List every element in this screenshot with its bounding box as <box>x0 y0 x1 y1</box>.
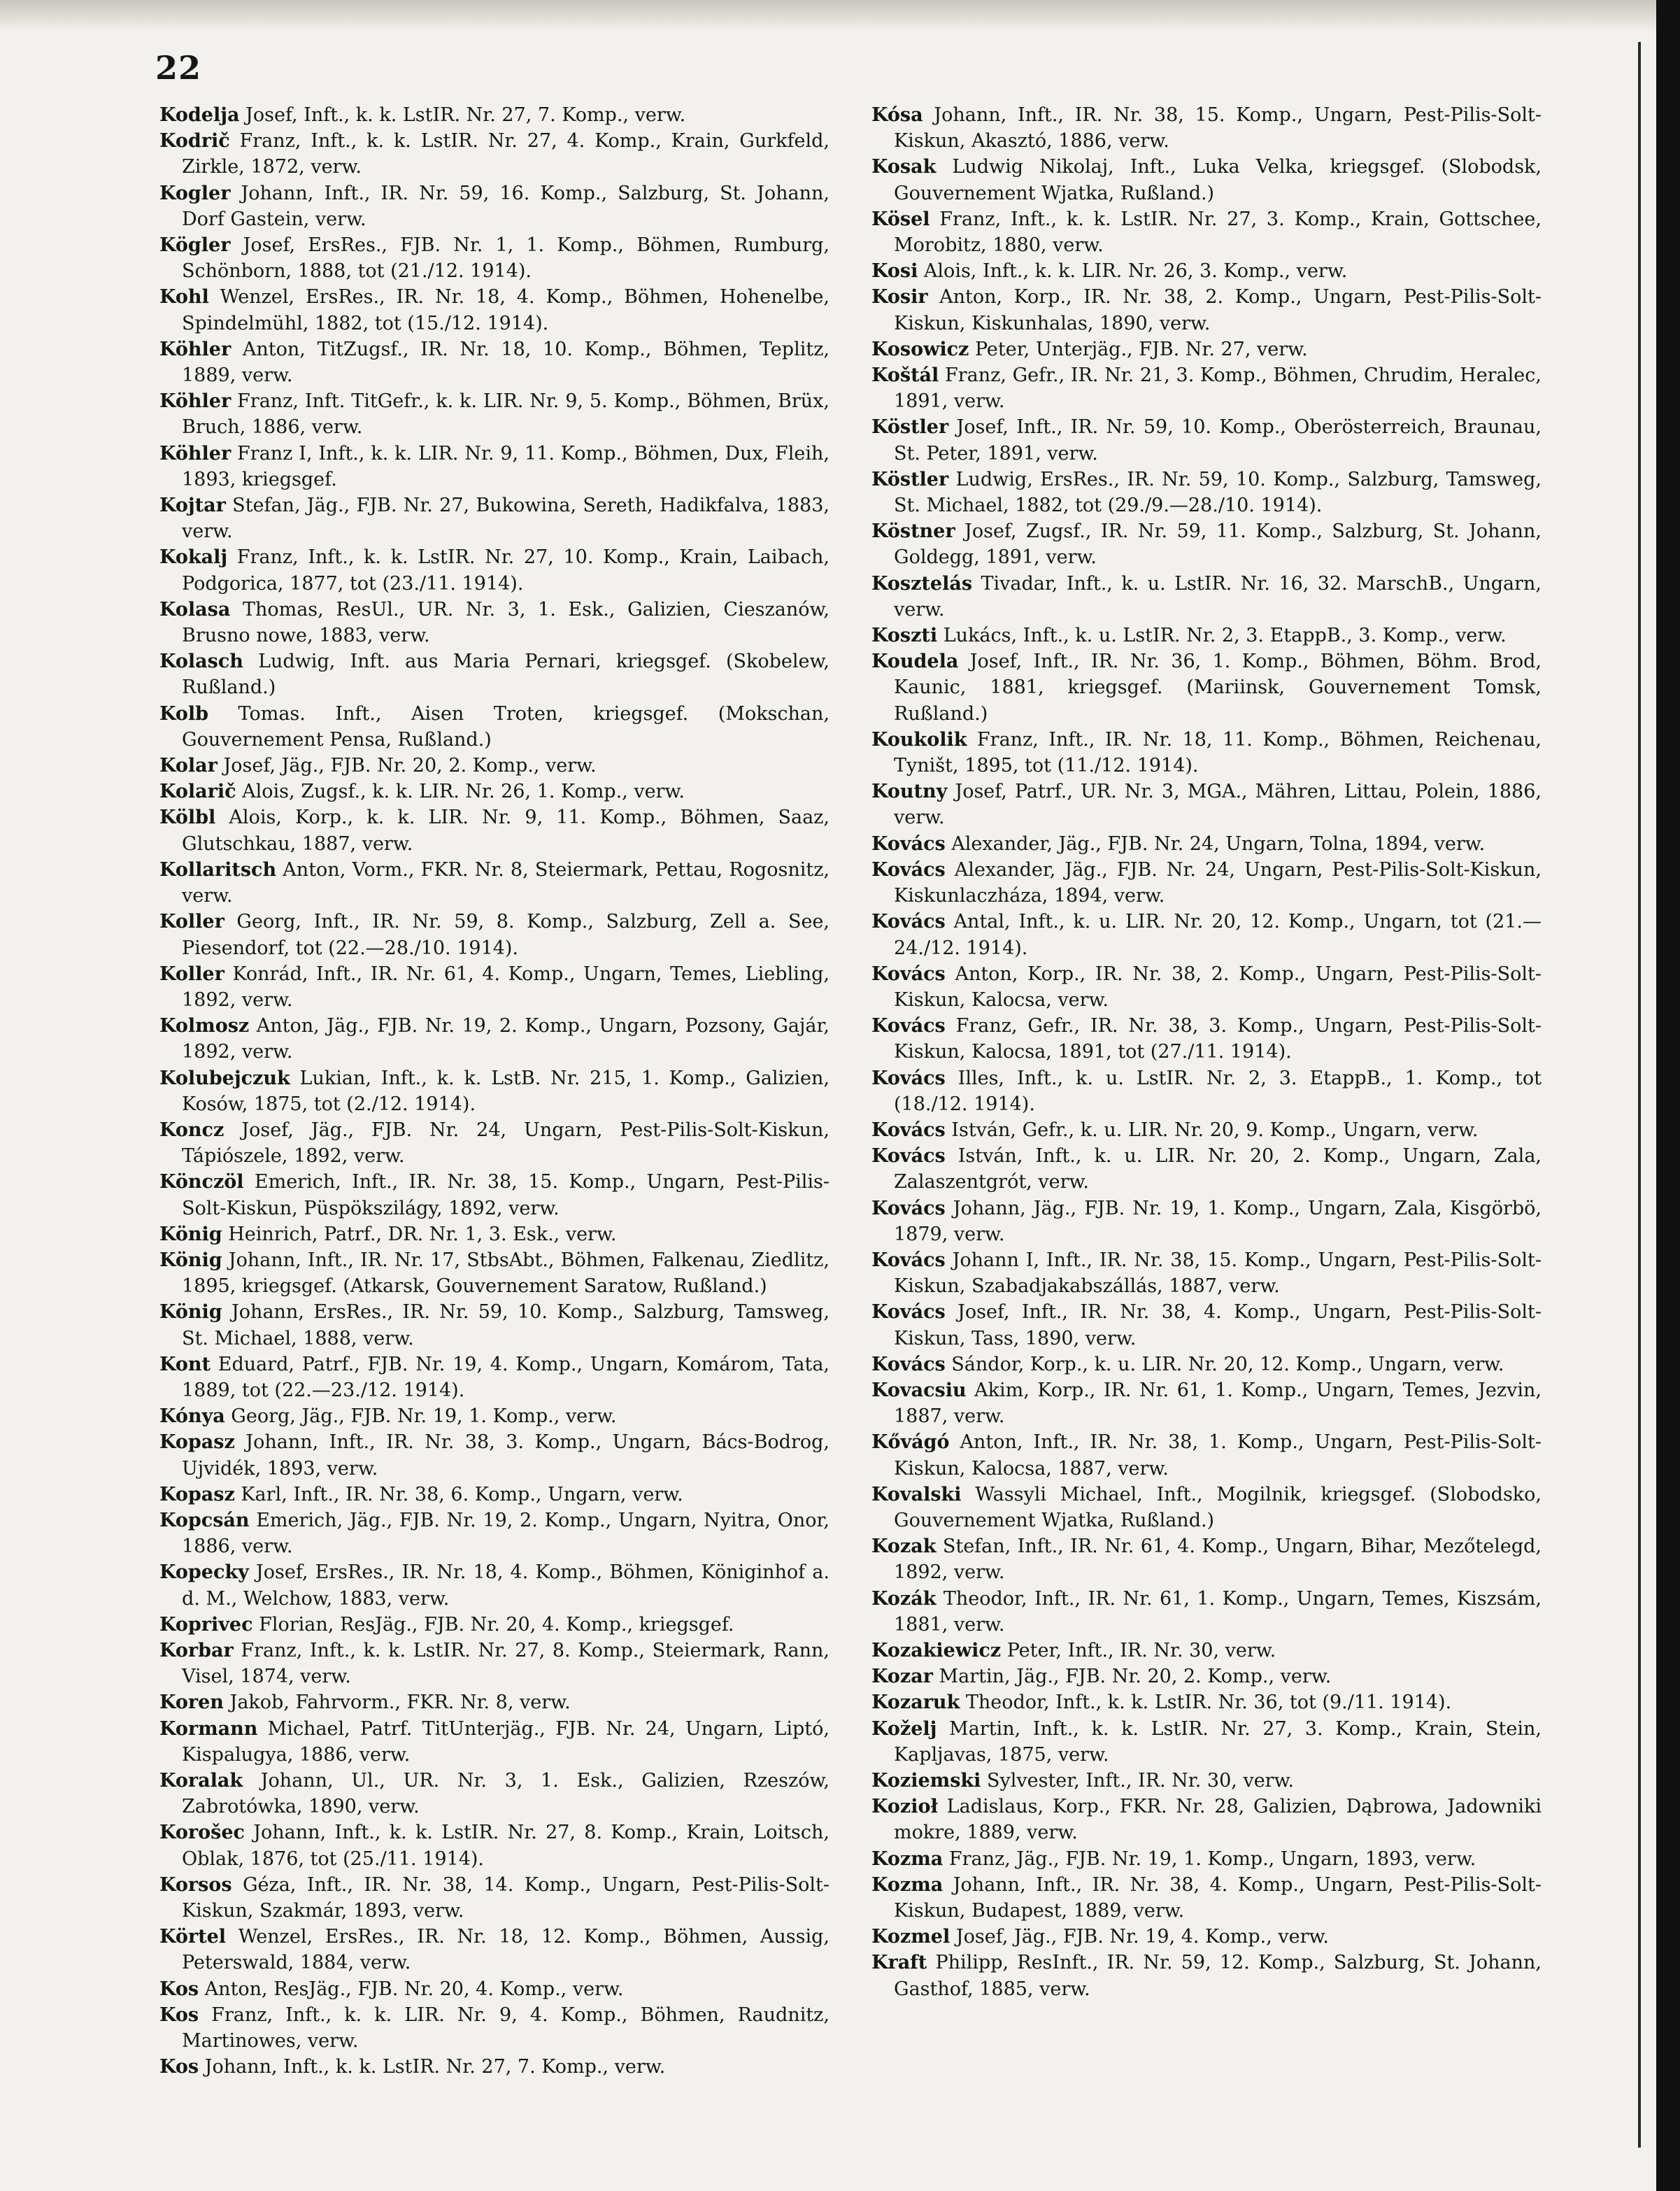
entry-details: Thomas, ResUl., UR. Nr. 3, 1. Esk., Galizien, Cieszanów, Brusno nowe, 1883, verw. <box>182 598 830 647</box>
list-entry <box>159 779 830 804</box>
entry-details: Franz, Inft., k. k. LstIR. Nr. 27, 4. Komp., Krain, Gurkfeld, Zirkle, 1872, verw. <box>182 130 830 178</box>
entry-surname: Kozaruk <box>871 1692 960 1714</box>
list-entry <box>871 623 1542 648</box>
entry-surname: Koszti <box>871 625 938 647</box>
entry-surname: Kolubejczuk <box>159 1067 290 1089</box>
list-entry <box>871 1482 1542 1533</box>
entry-surname: König <box>159 1223 222 1245</box>
entry-details: Johann, ErsRes., IR. Nr. 59, 10. Komp., Salzburg, Tamsweg, St. Michael, 1888, verw. <box>182 1301 830 1349</box>
entry-details: Josef, Jäg., FJB. Nr. 24, Ungarn, Pest-Pilis-Solt-Kiskun, Tápiószele, 1892, verw. <box>182 1119 830 1168</box>
entry-surname: Kozák <box>871 1587 937 1610</box>
entry-surname: Kolmosz <box>159 1015 250 1037</box>
list-entry <box>871 1716 1542 1768</box>
entry-surname: Kozma <box>871 1873 944 1896</box>
entry-surname: Korbar <box>159 1639 234 1661</box>
entry-surname: Kodrič <box>159 130 230 153</box>
entry-surname: Kővágó <box>871 1431 950 1454</box>
entry-details: Philipp, ResInft., IR. Nr. 59, 12. Komp., Salzburg, St. Johann, Gasthof, 1885, verw. <box>894 1952 1542 2000</box>
entry-surname: Kovács <box>871 858 946 881</box>
entry-details: Franz, Inft. TitGefr., k. k. LIR. Nr. 9, 5. Komp., Böhmen, Brüx, Bruch, 1886, verw. <box>182 390 830 439</box>
list-entry <box>871 909 1542 960</box>
entry-details: Heinrich, Patrf., DR. Nr. 1, 3. Esk., verw. <box>222 1223 617 1245</box>
entry-surname: König <box>159 1249 222 1271</box>
list-entry <box>871 571 1542 623</box>
entry-surname: Köhler <box>159 338 232 360</box>
entry-details: Georg, Inft., IR. Nr. 59, 8. Komp., Salzburg, Zell a. See, Piesendorf, tot (22.—28./10. 1914). <box>182 911 830 959</box>
list-entry <box>159 284 830 336</box>
list-entry <box>159 804 830 856</box>
entry-details: Ladislaus, Korp., FKR. Nr. 28, Galizien, Dąbrowa, Jadowniki mokre, 1889, verw. <box>894 1796 1542 1844</box>
list-entry <box>159 961 830 1013</box>
entry-details: Tivadar, Inft., k. u. LstIR. Nr. 16, 32. MarschB., Ungarn, verw. <box>894 572 1542 621</box>
entry-details: Emerich, Inft., IR. Nr. 38, 15. Komp., Ungarn, Pest-Pilis-Solt-Kiskun, Püspökszilágy, 1892, verw. <box>182 1171 830 1219</box>
entry-details: Theodor, Inft., k. k. LstIR. Nr. 36, tot (9./11. 1914). <box>960 1692 1452 1714</box>
entry-details: Franz, Inft., k. k. LstIR. Nr. 27, 8. Komp., Steiermark, Rann, Visel, 1874, verw. <box>182 1639 830 1688</box>
entry-surname: Kojtar <box>159 495 226 517</box>
entry-surname: Kovács <box>871 1197 946 1219</box>
entry-details: Johann, Jäg., FJB. Nr. 19, 1. Komp., Ungarn, Zala, Kisgörbö, 1879, verw. <box>894 1197 1542 1245</box>
entry-details: Johann, Inft., IR. Nr. 17, StbsAbt., Böhmen, Falkenau, Ziedlitz, 1895, kriegsgef. (Atkarsk, Gouvernement Saratow, Rußland.) <box>182 1249 830 1298</box>
list-entry <box>871 154 1542 206</box>
entry-surname: Kovács <box>871 1015 946 1037</box>
list-entry <box>159 180 830 232</box>
entry-surname: Kozar <box>871 1666 933 1688</box>
entry-surname: Koukolik <box>871 728 967 751</box>
entry-details: Johann I, Inft., IR. Nr. 38, 15. Komp., Ungarn, Pest-Pilis-Solt-Kiskun, Szabadjakabszállás, 1887, verw. <box>894 1249 1542 1298</box>
entry-surname: Kozioł <box>871 1796 938 1818</box>
entry-surname: Kovalski <box>871 1483 962 1505</box>
list-entry <box>871 518 1542 570</box>
entry-surname: Kopecky <box>159 1561 249 1584</box>
list-entry <box>159 492 830 544</box>
list-entry <box>159 1768 830 1820</box>
entry-details: Franz, Inft., k. k. LstIR. Nr. 27, 3. Komp., Krain, Gottschee, Morobitz, 1880, verw. <box>894 208 1542 257</box>
entry-surname: Kohl <box>159 286 209 309</box>
list-entry <box>159 336 830 388</box>
entry-details: Alexander, Jäg., FJB. Nr. 24, Ungarn, Tolna, 1894, verw. <box>945 832 1486 855</box>
list-entry <box>871 1794 1542 1845</box>
entry-surname: Kokalj <box>159 546 228 569</box>
page-top-edge <box>0 0 1680 32</box>
entry-surname: Kolb <box>159 702 209 725</box>
entry-details: Josef, ErsRes., FJB. Nr. 1, 1. Komp., Böhmen, Rumburg, Schönborn, 1888, tot (21./12. 1914). <box>182 234 830 283</box>
list-entry <box>871 284 1542 336</box>
list-entry <box>159 701 830 753</box>
entry-surname: Kos <box>159 1978 199 2000</box>
entry-surname: Kozak <box>871 1536 937 1558</box>
list-entry <box>871 1924 1542 1950</box>
page-number: 22 <box>155 49 202 87</box>
list-entry <box>159 2002 830 2054</box>
entry-surname: Kovács <box>871 1249 946 1271</box>
entry-surname: Koutny <box>871 781 948 803</box>
list-entry <box>159 1247 830 1299</box>
list-entry <box>871 102 1542 154</box>
column-rule <box>1638 42 1641 2148</box>
entry-surname: Köstler <box>871 468 949 490</box>
list-entry <box>159 1716 830 1768</box>
entry-details: Josef, Inft., k. k. LstIR. Nr. 27, 7. Komp., verw. <box>239 104 686 126</box>
list-entry <box>871 1689 1542 1715</box>
list-entry <box>871 1117 1542 1143</box>
entry-details: Franz, Jäg., FJB. Nr. 19, 1. Komp., Ungarn, 1893, verw. <box>943 1848 1476 1870</box>
entry-details: Johann, Inft., IR. Nr. 38, 4. Komp., Ungarn, Pest-Pilis-Solt-Kiskun, Budapest, 1889, verw. <box>894 1873 1542 1922</box>
entry-details: Anton, Vorm., FKR. Nr. 8, Steiermark, Pettau, Rogosnitz, verw. <box>182 858 830 907</box>
list-entry <box>159 1976 830 2002</box>
entry-details: Ludwig, ErsRes., IR. Nr. 59, 10. Komp., Salzburg, Tamsweg, St. Michael, 1882, tot (29./9.—28./10. 1914). <box>894 468 1542 517</box>
entry-details: Josef, Zugsf., IR. Nr. 59, 11. Komp., Salzburg, St. Johann, Goldegg, 1891, verw. <box>894 520 1542 569</box>
entry-surname: Kozmel <box>871 1926 951 1948</box>
entry-surname: Kopcsán <box>159 1509 250 1531</box>
right-column <box>871 102 1542 2002</box>
entry-surname: Koprivec <box>159 1613 253 1636</box>
entry-surname: Kodelja <box>159 104 240 126</box>
list-entry <box>159 1403 830 1429</box>
list-entry <box>871 961 1542 1013</box>
entry-details: Ludwig Nikolaj, Inft., Luka Velka, kriegsgef. (Slobodsk, Gouvernement Wjatka, Rußland.) <box>894 156 1542 204</box>
entry-details: Johann, Inft., k. k. LstIR. Nr. 27, 8. Komp., Krain, Loitsch, Oblak, 1876, tot (25./11. 1914). <box>182 1822 830 1870</box>
list-entry <box>871 336 1542 362</box>
list-entry <box>159 544 830 596</box>
entry-surname: Kolar <box>159 755 218 777</box>
list-entry <box>159 597 830 648</box>
list-entry <box>871 1586 1542 1638</box>
entry-surname: Kosak <box>871 156 937 178</box>
entry-surname: Kos <box>159 2056 199 2078</box>
entry-details: Josef, ErsRes., IR. Nr. 18, 4. Komp., Böhmen, Königinhof a. d. M., Welchow, 1883, verw. <box>182 1561 830 1610</box>
entry-details: Josef, Jäg., FJB. Nr. 20, 2. Komp., verw. <box>217 755 597 777</box>
entry-details: Sándor, Korp., k. u. LIR. Nr. 20, 12. Komp., Ungarn, verw. <box>945 1353 1504 1375</box>
entry-details: Johann, Ul., UR. Nr. 3, 1. Esk., Galizien, Rzeszów, Zabrotówka, 1890, verw. <box>182 1770 830 1818</box>
entry-details: Wenzel, ErsRes., IR. Nr. 18, 12. Komp., Böhmen, Aussig, Peterswald, 1884, verw. <box>182 1926 830 1974</box>
list-entry <box>159 102 830 128</box>
entry-surname: Könczöl <box>159 1171 244 1193</box>
entry-surname: Kovacsiu <box>871 1379 967 1401</box>
list-entry <box>871 831 1542 857</box>
list-entry <box>871 857 1542 909</box>
list-entry <box>871 1065 1542 1117</box>
entry-details: Peter, Unterjäg., FJB. Nr. 27, verw. <box>969 338 1308 360</box>
entry-details: Alois, Inft., k. k. LIR. Nr. 26, 3. Komp., verw. <box>918 260 1348 283</box>
list-entry <box>159 232 830 284</box>
list-entry <box>871 1196 1542 1247</box>
list-entry <box>159 1352 830 1403</box>
entry-details: Josef, Inft., IR. Nr. 36, 1. Komp., Böhmen, Böhm. Brod, Kaunic, 1881, kriegsgef. (Mariinsk, Gouvernement Tomsk, Rußland.) <box>894 651 1542 725</box>
list-entry <box>159 648 830 700</box>
list-entry <box>871 206 1542 258</box>
entry-details: Franz, Gefr., IR. Nr. 21, 3. Komp., Böhmen, Chrudim, Heralec, 1891, verw. <box>894 364 1542 413</box>
entry-details: Josef, Patrf., UR. Nr. 3, MGA., Mähren, Littau, Polein, 1886, verw. <box>894 781 1542 829</box>
list-entry <box>871 414 1542 466</box>
list-entry <box>159 1169 830 1221</box>
entry-surname: Köstler <box>871 416 949 439</box>
entry-details: Johann, Inft., k. k. LstIR. Nr. 27, 7. Komp., verw. <box>199 2056 666 2078</box>
entry-surname: Köhler <box>159 442 232 465</box>
entry-details: István, Gefr., k. u. LIR. Nr. 20, 9. Komp., Ungarn, verw. <box>945 1119 1479 1141</box>
entry-details: Emerich, Jäg., FJB. Nr. 19, 2. Komp., Ungarn, Nyitra, Onor, 1886, verw. <box>182 1509 830 1558</box>
list-entry <box>159 1924 830 1976</box>
entry-details: Peter, Inft., IR. Nr. 30, verw. <box>1001 1639 1276 1661</box>
entry-details: Anton, Korp., IR. Nr. 38, 2. Komp., Ungarn, Pest-Pilis-Solt-Kiskun, Kalocsa, verw. <box>894 963 1542 1011</box>
entry-details: Franz I, Inft., k. k. LIR. Nr. 9, 11. Komp., Böhmen, Dux, Fleih, 1893, kriegsgef. <box>182 442 830 490</box>
list-entry <box>871 779 1542 830</box>
entry-details: Franz, Gefr., IR. Nr. 38, 3. Komp., Ungarn, Pest-Pilis-Solt-Kiskun, Kalocsa, 1891, tot (27./11. 1914). <box>894 1015 1542 1063</box>
entry-details: Josef, Inft., IR. Nr. 59, 10. Komp., Oberösterreich, Braunau, St. Peter, 1891, verw. <box>894 416 1542 465</box>
entry-surname: Kolasa <box>159 598 231 621</box>
entry-surname: Kösel <box>871 208 930 230</box>
entry-details: Ludwig, Inft. aus Maria Pernari, kriegsgef. (Skobelew, Rußland.) <box>182 651 830 699</box>
entry-details: Georg, Jäg., FJB. Nr. 19, 1. Komp., verw. <box>225 1405 617 1428</box>
entry-surname: Koralak <box>159 1770 243 1792</box>
entry-surname: Kormann <box>159 1717 258 1740</box>
list-entry <box>159 1013 830 1065</box>
list-entry <box>871 1768 1542 1794</box>
entry-details: Johann, Inft., IR. Nr. 59, 16. Komp., Salzburg, St. Johann, Dorf Gastein, verw. <box>182 182 830 230</box>
entry-surname: Kozakiewicz <box>871 1639 1002 1661</box>
entry-surname: Kovács <box>871 911 946 933</box>
list-entry <box>871 1950 1542 2001</box>
entry-details: Franz, Inft., IR. Nr. 18, 11. Komp., Böhmen, Reichenau, Tyništ, 1895, tot (11./12. 1914). <box>894 728 1542 777</box>
entry-surname: Koller <box>159 963 225 985</box>
entry-details: Géza, Inft., IR. Nr. 38, 14. Komp., Ungarn, Pest-Pilis-Solt-Kiskun, Szakmár, 1893, verw. <box>182 1873 830 1922</box>
list-entry <box>871 1299 1542 1351</box>
entry-surname: Kovács <box>871 1145 946 1168</box>
entry-details: Josef, Jäg., FJB. Nr. 19, 4. Komp., verw. <box>950 1926 1329 1948</box>
entry-surname: Kónya <box>159 1405 225 1428</box>
entry-details: Alois, Korp., k. k. LIR. Nr. 9, 11. Komp., Böhmen, Saaz, Glutschkau, 1887, verw. <box>182 807 830 855</box>
left-column <box>159 102 830 2080</box>
entry-surname: Kögler <box>159 234 231 257</box>
entry-surname: Kopasz <box>159 1431 235 1454</box>
list-entry <box>159 857 830 909</box>
list-entry <box>159 1612 830 1638</box>
entry-details: Anton, Korp., IR. Nr. 38, 2. Komp., Ungarn, Pest-Pilis-Solt-Kiskun, Kiskunhalas, 1890, verw. <box>894 286 1542 334</box>
entry-details: István, Inft., k. u. LIR. Nr. 20, 2. Komp., Ungarn, Zala, Zalaszentgrót, verw. <box>894 1145 1542 1193</box>
list-entry <box>871 1143 1542 1195</box>
list-entry <box>159 1299 830 1351</box>
list-entry <box>871 467 1542 518</box>
list-entry <box>159 1872 830 1924</box>
entry-details: Wenzel, ErsRes., IR. Nr. 18, 4. Komp., Böhmen, Hohenelbe, Spindelmühl, 1882, tot (15./12. 1914). <box>182 286 830 334</box>
entry-surname: Kozma <box>871 1848 944 1870</box>
entry-details: Eduard, Patrf., FJB. Nr. 19, 4. Komp., Ungarn, Komárom, Tata, 1889, tot (22.—23./12. 1914). <box>182 1353 830 1401</box>
entry-surname: Kosztelás <box>871 572 973 595</box>
entry-details: Anton, Jäg., FJB. Nr. 19, 2. Komp., Ungarn, Pozsony, Gajár, 1892, verw. <box>182 1015 830 1063</box>
entry-surname: Kovács <box>871 1119 946 1141</box>
entry-details: Martin, Jäg., FJB. Nr. 20, 2. Komp., verw. <box>932 1666 1332 1688</box>
page-right-edge <box>1656 0 1680 2191</box>
entry-details: Michael, Patrf. TitUnterjäg., FJB. Nr. 24, Ungarn, Liptó, Kispalugya, 1886, verw. <box>182 1717 830 1766</box>
entry-details: Florian, ResJäg., FJB. Nr. 20, 4. Komp., kriegsgef. <box>252 1613 734 1636</box>
entry-details: Sylvester, Inft., IR. Nr. 30, verw. <box>981 1770 1295 1792</box>
entry-surname: Kovács <box>871 1301 946 1324</box>
entry-details: Lukian, Inft., k. k. LstB. Nr. 215, 1. Komp., Galizien, Kosów, 1875, tot (2./12. 1914). <box>182 1067 830 1115</box>
list-entry <box>159 1117 830 1169</box>
entry-details: Stefan, Inft., IR. Nr. 61, 4. Komp., Ungarn, Bihar, Mezőtelegd, 1892, verw. <box>894 1536 1542 1584</box>
list-entry <box>159 1065 830 1117</box>
list-entry <box>159 2054 830 2080</box>
entry-surname: Koncz <box>159 1119 225 1141</box>
entry-surname: Koželj <box>871 1717 937 1740</box>
entry-surname: Körtel <box>159 1926 227 1948</box>
entry-surname: Kósa <box>871 104 923 126</box>
list-entry <box>159 1429 830 1481</box>
entry-surname: Kraft <box>871 1952 927 1974</box>
entry-details: Martin, Inft., k. k. LstIR. Nr. 27, 3. Komp., Krain, Stein, Kapljavas, 1875, verw. <box>894 1717 1542 1766</box>
entry-details: Alois, Zugsf., k. k. LIR. Nr. 26, 1. Komp., verw. <box>236 781 685 803</box>
list-entry <box>159 909 830 960</box>
entry-surname: Koudela <box>871 651 959 673</box>
list-entry <box>871 1533 1542 1585</box>
list-entry <box>871 1352 1542 1377</box>
entry-surname: König <box>159 1301 222 1324</box>
entry-details: Tomas. Inft., Aisen Troten, kriegsgef. (Mokschan, Gouvernement Pensa, Rußland.) <box>182 702 830 751</box>
list-entry <box>159 1638 830 1689</box>
entry-details: Akim, Korp., IR. Nr. 61, 1. Komp., Ungarn, Temes, Jezvin, 1887, verw. <box>894 1379 1542 1428</box>
entry-details: Karl, Inft., IR. Nr. 38, 6. Komp., Ungarn, verw. <box>234 1483 683 1505</box>
entry-details: Anton, ResJäg., FJB. Nr. 20, 4. Komp., verw. <box>199 1978 624 2000</box>
list-entry <box>871 648 1542 727</box>
entry-details: Johann, Inft., IR. Nr. 38, 3. Komp., Ungarn, Bács-Bodrog, Ujvidék, 1893, verw. <box>182 1431 830 1480</box>
entry-details: Franz, Inft., k. k. LstIR. Nr. 27, 10. Komp., Krain, Laibach, Podgorica, 1877, tot (23./11. 1914). <box>182 546 830 595</box>
list-entry <box>871 362 1542 414</box>
list-entry <box>871 1638 1542 1664</box>
entry-details: Wassyli Michael, Inft., Mogilnik, kriegsgef. (Slobodsko, Gouvernement Wjatka, Rußland.) <box>894 1483 1542 1531</box>
list-entry <box>871 1013 1542 1065</box>
entry-surname: Korošec <box>159 1822 245 1844</box>
entry-surname: Kölbl <box>159 807 216 829</box>
list-entry <box>159 1482 830 1508</box>
entry-surname: Kovács <box>871 963 946 985</box>
entry-surname: Koštál <box>871 364 939 387</box>
list-entry <box>871 1247 1542 1299</box>
entry-details: Anton, Inft., IR. Nr. 38, 1. Komp., Ungarn, Pest-Pilis-Solt-Kiskun, Kalocsa, 1887, verw. <box>894 1431 1542 1480</box>
entry-surname: Koziemski <box>871 1770 981 1792</box>
list-entry <box>159 753 830 779</box>
entry-details: Josef, Inft., IR. Nr. 38, 4. Komp., Ungarn, Pest-Pilis-Solt-Kiskun, Tass, 1890, verw. <box>894 1301 1542 1349</box>
entry-details: Lukács, Inft., k. u. LstIR. Nr. 2, 3. EtappB., 3. Komp., verw. <box>937 625 1507 647</box>
entry-surname: Koller <box>159 911 225 933</box>
list-entry <box>871 1846 1542 1872</box>
entry-details: Konrád, Inft., IR. Nr. 61, 4. Komp., Ungarn, Temes, Liebling, 1892, verw. <box>182 963 830 1011</box>
entry-surname: Kovács <box>871 832 946 855</box>
list-entry <box>871 1377 1542 1429</box>
entry-surname: Kolasch <box>159 651 243 673</box>
entry-surname: Kosowicz <box>871 338 969 360</box>
entry-details: Anton, TitZugsf., IR. Nr. 18, 10. Komp., Böhmen, Teplitz, 1889, verw. <box>182 338 830 387</box>
entry-surname: Korsos <box>159 1873 232 1896</box>
entry-surname: Kos <box>159 2004 199 2026</box>
list-entry <box>871 727 1542 779</box>
list-entry <box>159 388 830 440</box>
entry-surname: Kovács <box>871 1353 946 1375</box>
entry-surname: Kogler <box>159 182 231 204</box>
list-entry <box>159 1559 830 1611</box>
list-entry <box>159 441 830 492</box>
list-entry <box>871 1664 1542 1689</box>
list-entry <box>159 128 830 180</box>
entry-surname: Kopasz <box>159 1483 235 1505</box>
entry-surname: Kosir <box>871 286 928 309</box>
entry-details: Stefan, Jäg., FJB. Nr. 27, Bukowina, Sereth, Hadikfalva, 1883, verw. <box>182 495 830 543</box>
entry-surname: Kont <box>159 1353 211 1375</box>
entry-details: Johann, Inft., IR. Nr. 38, 15. Komp., Ungarn, Pest-Pilis-Solt-Kiskun, Akasztó, 1886, verw. <box>894 104 1542 153</box>
entry-details: Jakob, Fahrvorm., FKR. Nr. 8, verw. <box>223 1692 571 1714</box>
entry-surname: Kosi <box>871 260 918 283</box>
entry-surname: Kovács <box>871 1067 946 1089</box>
entry-surname: Kolarič <box>159 781 236 803</box>
entry-details: Illes, Inft., k. u. LstIR. Nr. 2, 3. EtappB., 1. Komp., tot (18./12. 1914). <box>894 1067 1542 1115</box>
list-entry <box>871 1429 1542 1481</box>
entry-details: Franz, Inft., k. k. LIR. Nr. 9, 4. Komp., Böhmen, Raudnitz, Martinowes, verw. <box>182 2004 830 2052</box>
list-entry <box>159 1689 830 1715</box>
entry-details: Antal, Inft., k. u. LIR. Nr. 20, 12. Komp., Ungarn, tot (21.—24./12. 1914). <box>894 911 1542 959</box>
entry-surname: Köhler <box>159 390 232 413</box>
list-entry <box>159 1221 830 1247</box>
entry-details: Alexander, Jäg., FJB. Nr. 24, Ungarn, Pest-Pilis-Solt-Kiskun, Kiskunlaczháza, 1894, verw. <box>894 858 1542 907</box>
entry-surname: Koren <box>159 1692 224 1714</box>
entry-surname: Kollaritsch <box>159 858 277 881</box>
entry-surname: Köstner <box>871 520 955 543</box>
list-entry <box>159 1820 830 1871</box>
entry-details: Theodor, Inft., IR. Nr. 61, 1. Komp., Ungarn, Temes, Kiszsám, 1881, verw. <box>894 1587 1542 1636</box>
list-entry <box>871 1872 1542 1924</box>
list-entry <box>871 258 1542 284</box>
list-entry <box>159 1508 830 1559</box>
